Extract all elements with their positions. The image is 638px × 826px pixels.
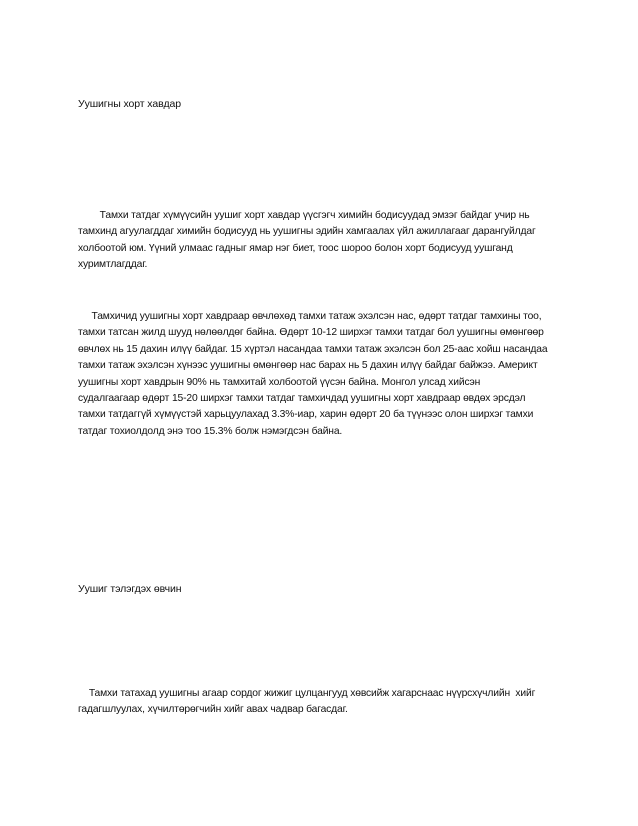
paragraph-lung-cancer-statistics <box>78 309 568 440</box>
paragraph-line: Тамхи татдаг хүмүүсийн уушиг хорт хавдар үүсгэгч химийн бодисуудад эмзэг байдаг учир нь <box>78 210 530 221</box>
paragraph-line: хуримтлагддаг. <box>78 259 148 271</box>
paragraph-line: өвчлөх нь 15 дахин илүү байдаг. 15 хүртэл насандаа тамхи татаж эхэлсэн бол 25-аас хойш насандаа <box>78 343 548 355</box>
section-heading-emphysema: Уушиг тэлэгдэх өвчин <box>78 583 182 595</box>
paragraph-line: Тамхичид уушигны хорт хавдраар өвчлөхөд тамхи татаж эхэлсэн нас, өдөрт татдаг тамхины тоо, <box>78 311 542 322</box>
paragraph-line: судалгаагаар өдөрт 15-20 ширхэг тамхи татдаг тамхичдад уушигны хорт хавдраар өвдөх эрсдэл <box>78 393 526 405</box>
paragraph-line: холбоотой юм. Үүний улмаас гадныг ямар нэг биет, тоос шороо болон хорт бодисууд уушганд <box>78 242 513 254</box>
paragraph-line: тамхинд агуулагддаг химийн бодисууд нь уушигны эдийн хамгаалах үйл ажиллагааг дарангуйлдаг <box>78 226 536 238</box>
paragraph-line: тамхи татдаггүй хүмүүстэй харьцуулахад 3.3%-иар, харин өдөрт 20 ба түүнээс олон ширхэг тамхи <box>78 409 534 421</box>
paragraph-line: тамхи татсан жилд шууд нөлөөлдөг байна. Өдөрт 10-12 ширхэг тамхи татдаг бол уушигны өмөнгөөр <box>78 327 544 339</box>
paragraph-line: гадагшлуулах, хүчилтөрөгчийн хийг авах чадвар багасдаг. <box>78 704 348 716</box>
paragraph-line: уушигны хорт хавдрын 90% нь тамхитай холбоотой үүсэн байна. Монгол улсад хийсэн <box>78 376 481 388</box>
section-heading-lung-cancer: Уушигны хорт хавдар <box>78 98 181 110</box>
paragraph-emphysema <box>78 686 568 719</box>
paragraph-line: Тамхи татахад уушигны агаар сордог жижиг цулцангууд хөвсийж хагарснаас нүүрсхүчлийн хийг <box>78 688 536 699</box>
paragraph-line: татдаг тохиолдолд энэ тоо 15.3% болж нэмэгдсэн байна. <box>78 425 343 437</box>
paragraph-lung-cancer-intro <box>78 208 568 274</box>
paragraph-line: тамхи татаж эхэлсэн хүнээс уушигны өмөнгөөр нас барах нь 5 дахин илүү байдаг байжээ. Америкт <box>78 360 538 372</box>
